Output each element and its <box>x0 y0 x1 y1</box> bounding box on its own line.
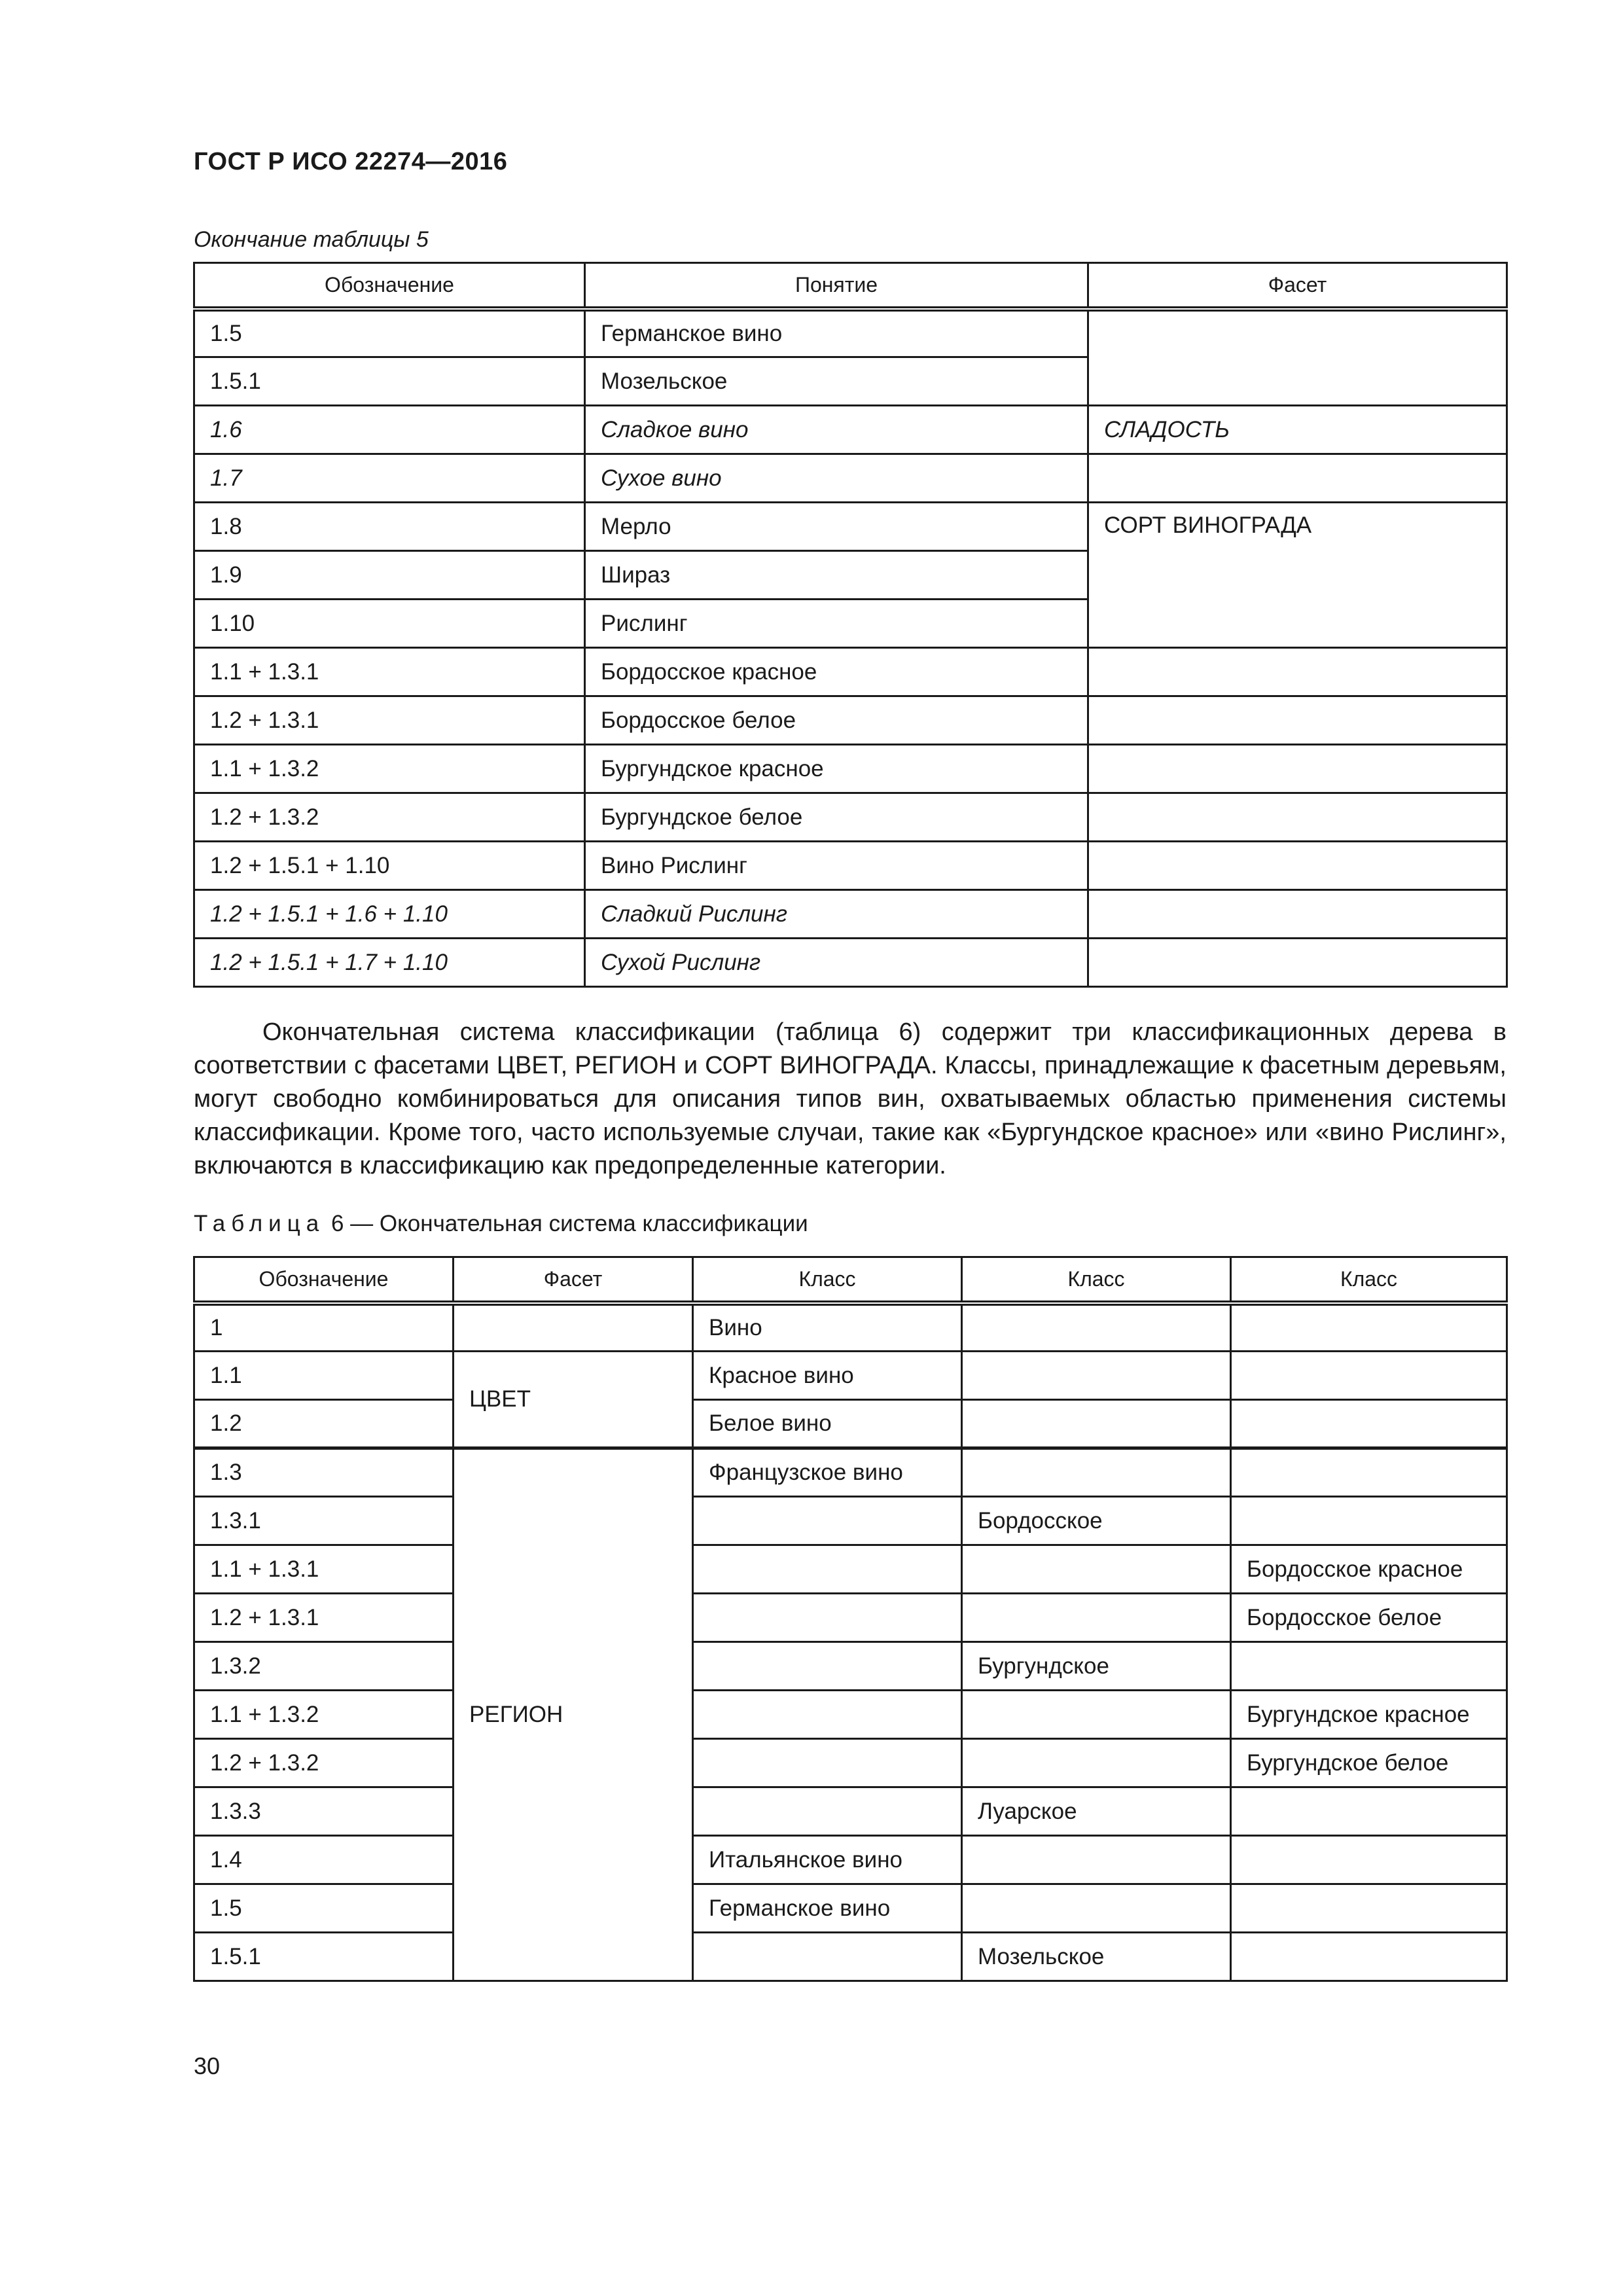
table-row <box>194 1594 1507 1642</box>
cell-designation: 1.4 <box>194 1836 454 1884</box>
table-row <box>194 1352 1507 1400</box>
cell-facet <box>1088 890 1507 939</box>
cell-class-2 <box>962 1352 1231 1400</box>
table-row <box>194 1933 1507 1981</box>
table-row <box>194 406 1507 454</box>
cell-concept: Германское вино <box>585 309 1088 357</box>
table-row <box>194 1642 1507 1691</box>
body-paragraph: Окончательная система классификации (таблица 6) содержит три классификационных дерева в соответствии с фасетами ЦВЕТ, РЕГИОН и СОРТ ВИНОГРАДА. Классы, принадлежащие к фасетным деревьям, могут свободно комбинироваться для описания типов вин, охватываемых областью применения системы классификации. Кроме того, часто используемые случаи, такие как «Бургундское красное» или «вино Рислинг», включаются в классификацию как предопределенные категории. <box>194 1018 1507 1179</box>
cell-designation: 1.1 + 1.3.2 <box>194 745 585 793</box>
table-6 <box>193 1256 1508 1982</box>
column-header-facet: Фасет <box>1088 263 1507 309</box>
cell-designation: 1.6 <box>194 406 585 454</box>
cell-facet <box>1088 309 1507 406</box>
table-row <box>194 1739 1507 1787</box>
cell-designation: 1.1 + 1.3.1 <box>194 648 585 696</box>
cell-class-2: Луарское <box>962 1787 1231 1836</box>
cell-designation: 1.3 <box>194 1448 454 1497</box>
cell-class-2 <box>962 1448 1231 1497</box>
cell-concept: Бордосское белое <box>585 696 1088 745</box>
cell-class-2 <box>962 1594 1231 1642</box>
table-row <box>194 939 1507 987</box>
cell-concept: Бургундское красное <box>585 745 1088 793</box>
cell-class-1: Красное вино <box>693 1352 962 1400</box>
cell-designation: 1.8 <box>194 503 585 551</box>
table-row <box>194 1691 1507 1739</box>
cell-facet-color: ЦВЕТ <box>454 1352 693 1448</box>
cell-designation: 1 <box>194 1303 454 1352</box>
table6-caption-label: Таблица <box>194 1211 325 1236</box>
cell-facet <box>454 1303 693 1352</box>
table-row <box>194 1497 1507 1545</box>
cell-class-1 <box>693 1545 962 1594</box>
column-header-concept: Понятие <box>585 263 1088 309</box>
cell-class-1: Белое вино <box>693 1400 962 1448</box>
table-row <box>194 745 1507 793</box>
table5-continuation-label: Окончание таблицы 5 <box>194 227 429 252</box>
cell-facet-region: РЕГИОН <box>454 1448 693 1981</box>
cell-class-1 <box>693 1642 962 1691</box>
cell-designation: 1.2 + 1.5.1 + 1.10 <box>194 842 585 890</box>
cell-class-3 <box>1231 1448 1507 1497</box>
cell-designation: 1.2 + 1.3.2 <box>194 1739 454 1787</box>
cell-class-2 <box>962 1545 1231 1594</box>
cell-class-2 <box>962 1400 1231 1448</box>
cell-designation: 1.3.3 <box>194 1787 454 1836</box>
cell-designation: 1.5.1 <box>194 1933 454 1981</box>
cell-concept: Бордосское красное <box>585 648 1088 696</box>
cell-class-1 <box>693 1594 962 1642</box>
cell-class-3 <box>1231 1642 1507 1691</box>
table-header-row <box>194 263 1507 309</box>
table-row <box>194 1400 1507 1448</box>
table-row <box>194 1448 1507 1497</box>
cell-designation: 1.2 + 1.5.1 + 1.7 + 1.10 <box>194 939 585 987</box>
table-row <box>194 890 1507 939</box>
table-row <box>194 793 1507 842</box>
table-row <box>194 648 1507 696</box>
cell-designation: 1.1 <box>194 1352 454 1400</box>
cell-designation: 1.5.1 <box>194 357 585 406</box>
table-5 <box>193 262 1508 988</box>
table-row <box>194 1884 1507 1933</box>
table6-caption-text: 6 — Окончательная система классификации <box>325 1211 808 1236</box>
cell-designation: 1.5 <box>194 1884 454 1933</box>
table-row <box>194 503 1507 551</box>
cell-designation: 1.2 + 1.5.1 + 1.6 + 1.10 <box>194 890 585 939</box>
cell-designation: 1.2 <box>194 1400 454 1448</box>
cell-class-3 <box>1231 1933 1507 1981</box>
cell-class-3 <box>1231 1787 1507 1836</box>
cell-designation: 1.3.2 <box>194 1642 454 1691</box>
cell-class-3 <box>1231 1497 1507 1545</box>
cell-facet: СЛАДОСТЬ <box>1088 406 1507 454</box>
cell-class-1: Итальянское вино <box>693 1836 962 1884</box>
cell-class-1 <box>693 1497 962 1545</box>
cell-concept: Сухое вино <box>585 454 1088 503</box>
column-header-class: Класс <box>693 1257 962 1303</box>
page-number: 30 <box>194 2053 221 2079</box>
table-row <box>194 696 1507 745</box>
table6-caption <box>194 1211 808 1237</box>
column-header-designation: Обозначение <box>194 263 585 309</box>
column-header-designation: Обозначение <box>194 1257 454 1303</box>
cell-class-1 <box>693 1691 962 1739</box>
column-header-class: Класс <box>1231 1257 1507 1303</box>
cell-class-3 <box>1231 1400 1507 1448</box>
cell-facet: СОРТ ВИНОГРАДА <box>1088 503 1507 648</box>
cell-class-2: Бордосское <box>962 1497 1231 1545</box>
cell-class-1: Германское вино <box>693 1884 962 1933</box>
table-row <box>194 1303 1507 1352</box>
cell-class-2: Мозельское <box>962 1933 1231 1981</box>
cell-designation: 1.1 + 1.3.2 <box>194 1691 454 1739</box>
body-paragraph-block <box>194 1016 1507 1183</box>
cell-class-3: Бургундское красное <box>1231 1691 1507 1739</box>
table-row <box>194 309 1507 357</box>
cell-class-1: Вино <box>693 1303 962 1352</box>
cell-concept: Сладкий Рислинг <box>585 890 1088 939</box>
cell-concept: Мерло <box>585 503 1088 551</box>
cell-class-1 <box>693 1787 962 1836</box>
cell-designation: 1.7 <box>194 454 585 503</box>
cell-class-3: Бургундское белое <box>1231 1739 1507 1787</box>
cell-class-2 <box>962 1836 1231 1884</box>
cell-concept: Бургундское белое <box>585 793 1088 842</box>
cell-class-1: Французское вино <box>693 1448 962 1497</box>
cell-facet <box>1088 454 1507 503</box>
cell-designation: 1.5 <box>194 309 585 357</box>
cell-class-2 <box>962 1303 1231 1352</box>
cell-class-3 <box>1231 1352 1507 1400</box>
document-header: ГОСТ Р ИСО 22274—2016 <box>194 148 508 175</box>
cell-designation: 1.2 + 1.3.1 <box>194 696 585 745</box>
table-row <box>194 454 1507 503</box>
cell-facet <box>1088 939 1507 987</box>
table-row <box>194 1787 1507 1836</box>
cell-designation: 1.2 + 1.3.2 <box>194 793 585 842</box>
cell-facet <box>1088 793 1507 842</box>
cell-class-2 <box>962 1691 1231 1739</box>
cell-facet <box>1088 696 1507 745</box>
cell-concept: Рислинг <box>585 600 1088 648</box>
cell-facet <box>1088 648 1507 696</box>
cell-facet <box>1088 842 1507 890</box>
cell-class-3 <box>1231 1884 1507 1933</box>
table-header-row <box>194 1257 1507 1303</box>
cell-class-2 <box>962 1739 1231 1787</box>
cell-concept: Вино Рислинг <box>585 842 1088 890</box>
table-row <box>194 1545 1507 1594</box>
cell-class-2: Бургундское <box>962 1642 1231 1691</box>
table-row <box>194 1836 1507 1884</box>
cell-designation: 1.10 <box>194 600 585 648</box>
cell-class-3 <box>1231 1836 1507 1884</box>
cell-facet <box>1088 745 1507 793</box>
cell-designation: 1.1 + 1.3.1 <box>194 1545 454 1594</box>
cell-designation: 1.9 <box>194 551 585 600</box>
cell-class-3: Бордосское красное <box>1231 1545 1507 1594</box>
cell-class-1 <box>693 1739 962 1787</box>
cell-concept: Шираз <box>585 551 1088 600</box>
cell-class-1 <box>693 1933 962 1981</box>
cell-class-3 <box>1231 1303 1507 1352</box>
cell-designation: 1.2 + 1.3.1 <box>194 1594 454 1642</box>
table-row <box>194 842 1507 890</box>
cell-designation: 1.3.1 <box>194 1497 454 1545</box>
cell-concept: Сладкое вино <box>585 406 1088 454</box>
cell-class-2 <box>962 1884 1231 1933</box>
cell-concept: Мозельское <box>585 357 1088 406</box>
column-header-class: Класс <box>962 1257 1231 1303</box>
cell-concept: Сухой Рислинг <box>585 939 1088 987</box>
cell-class-3: Бордосское белое <box>1231 1594 1507 1642</box>
column-header-facet: Фасет <box>454 1257 693 1303</box>
